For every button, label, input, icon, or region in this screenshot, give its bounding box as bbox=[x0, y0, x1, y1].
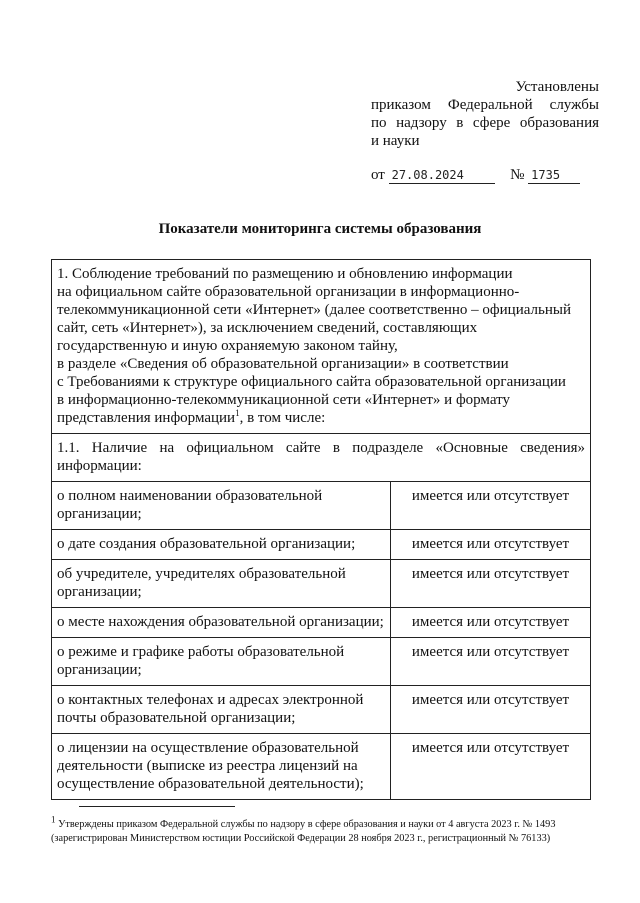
section-line: 1. Соблюдение требований по размещению и обновлению информации bbox=[57, 266, 513, 282]
date-value: 27.08.2024 bbox=[389, 168, 495, 184]
approval-line-2: приказом Федеральной службы bbox=[371, 97, 599, 113]
row-value: имеется или отсутствует bbox=[391, 686, 591, 734]
footnote bbox=[51, 814, 596, 846]
table-row bbox=[52, 638, 591, 686]
section-text-after: , в том числе: bbox=[239, 410, 326, 426]
section-cell bbox=[52, 260, 591, 434]
approval-date-line bbox=[371, 166, 599, 184]
number-prefix: № bbox=[510, 167, 525, 183]
row-label: о режиме и графике работы образовательной организации; bbox=[52, 638, 391, 686]
section-row bbox=[52, 260, 591, 434]
section-line: в разделе «Сведения об образовательной организации» в соответствии bbox=[57, 356, 509, 372]
approval-line-4: и науки bbox=[371, 133, 420, 149]
section-line: в информационно-телекоммуникационной сети «Интернет» и формату bbox=[57, 392, 510, 408]
row-value: имеется или отсутствует bbox=[391, 734, 591, 800]
date-prefix: от bbox=[371, 167, 385, 183]
section-line-last bbox=[57, 409, 585, 427]
number-value: 1735 bbox=[528, 168, 580, 184]
row-value: имеется или отсутствует bbox=[391, 560, 591, 608]
section-line: с Требованиями к структуре официального сайта образовательной организации bbox=[57, 374, 566, 390]
row-label: о полном наименовании образовательной организации; bbox=[52, 482, 391, 530]
table-row bbox=[52, 560, 591, 608]
row-label: о дате создания образовательной организации; bbox=[52, 530, 391, 560]
table-row bbox=[52, 608, 591, 638]
footnote-ref: 1 bbox=[235, 408, 240, 418]
table-row bbox=[52, 482, 591, 530]
row-value: имеется или отсутствует bbox=[391, 482, 591, 530]
row-label: о лицензии на осуществление образовательной деятельности (выписке из реестра лицензий на осуществление образовательной деятельности); bbox=[52, 734, 391, 800]
table-row bbox=[52, 686, 591, 734]
table-row bbox=[52, 530, 591, 560]
footnote-mark: 1 bbox=[51, 814, 56, 825]
footnote-divider bbox=[79, 806, 235, 807]
footnote-text: Утверждены приказом Федеральной службы по надзору в сфере образования и науки от 4 августа 2023 г. № 1493 (зарегистрирован Министерством юстиции Российской Федерации 28 ноября 2023 г., регистрационный № 76133) bbox=[51, 819, 556, 844]
document-title: Показатели мониторинга системы образования bbox=[158, 221, 482, 237]
section-line: государственную и иную охраняемую законом тайну, bbox=[57, 338, 398, 354]
indicators-table bbox=[51, 259, 591, 800]
row-label: о месте нахождения образовательной организации; bbox=[52, 608, 391, 638]
approval-line-1: Установлены bbox=[515, 79, 599, 95]
subsection-cell: 1.1. Наличие на официальном сайте в подразделе «Основные сведения» информации: bbox=[52, 434, 591, 482]
section-line: на официальном сайте образовательной организации в информационно- bbox=[57, 284, 520, 300]
section-line: телекоммуникационной сети «Интернет» (далее соответственно – официальный bbox=[57, 302, 571, 318]
approval-block bbox=[371, 78, 599, 184]
row-value: имеется или отсутствует bbox=[391, 530, 591, 560]
section-text-before: представления информации bbox=[57, 410, 236, 426]
section-line: сайт, сеть «Интернет»), за исключением сведений, составляющих bbox=[57, 320, 478, 336]
table-row bbox=[52, 734, 591, 800]
row-label: об учредителе, учредителях образовательной организации; bbox=[52, 560, 391, 608]
approval-line-3: по надзору в сфере образования bbox=[371, 115, 599, 131]
row-value: имеется или отсутствует bbox=[391, 608, 591, 638]
row-value: имеется или отсутствует bbox=[391, 638, 591, 686]
subsection-row bbox=[52, 434, 591, 482]
row-label: о контактных телефонах и адресах электронной почты образовательной организации; bbox=[52, 686, 391, 734]
